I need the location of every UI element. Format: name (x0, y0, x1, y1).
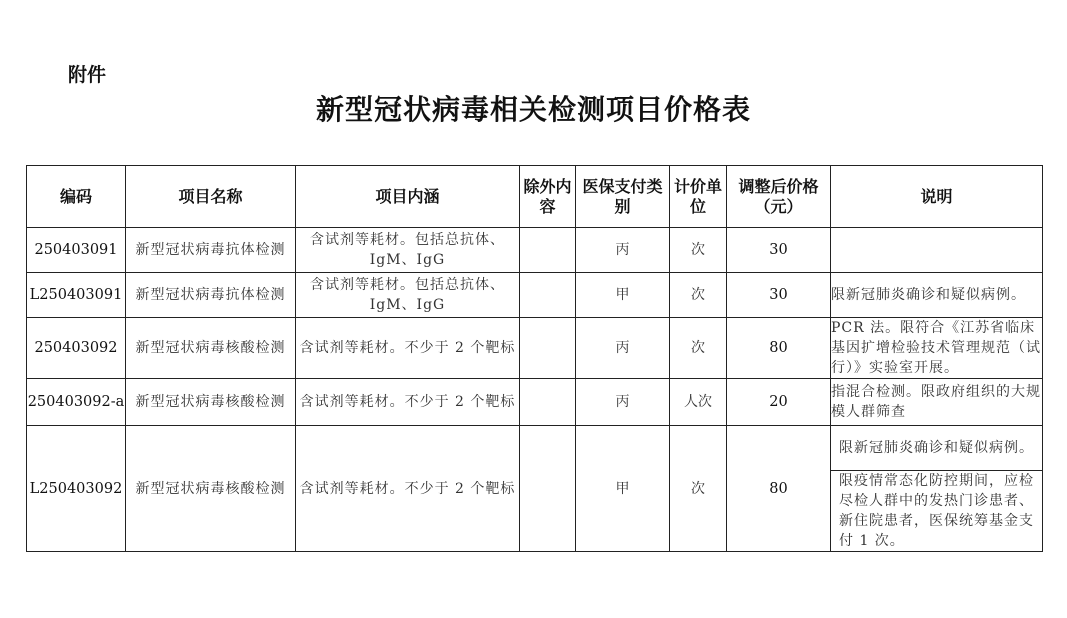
cell-price: 30 (727, 273, 831, 318)
cell-code: 250403091 (27, 228, 126, 273)
price-table (26, 165, 1043, 552)
header-unit: 计价单位 (670, 166, 727, 228)
table-row (27, 379, 1043, 426)
cell-unit: 次 (670, 273, 727, 318)
header-content: 项目内涵 (296, 166, 520, 228)
cell-name: 新型冠状病毒核酸检测 (126, 426, 296, 552)
cell-price: 80 (727, 426, 831, 552)
table-row (27, 228, 1043, 273)
cell-price: 80 (727, 318, 831, 379)
cell-insurance: 甲 (576, 273, 670, 318)
cell-name: 新型冠状病毒抗体检测 (126, 228, 296, 273)
cell-insurance: 丙 (576, 379, 670, 426)
header-note: 说明 (831, 166, 1043, 228)
cell-note-second: 限疫情常态化防控期间，应检尽检人群中的发热门诊患者、新住院患者，医保统筹基金支付 1 次。 (839, 473, 1034, 549)
cell-insurance: 丙 (576, 228, 670, 273)
cell-content: 含试剂等耗材。不少于 2 个靶标 (296, 379, 520, 426)
cell-note: 限新冠肺炎确诊和疑似病例。 (831, 273, 1043, 318)
cell-code: L250403091 (27, 273, 126, 318)
cell-excluded (520, 379, 576, 426)
cell-note-first: 限新冠肺炎确诊和疑似病例。 (831, 426, 1042, 471)
cell-content: 含试剂等耗材。不少于 2 个靶标 (296, 426, 520, 552)
header-excluded: 除外内容 (520, 166, 576, 228)
cell-excluded (520, 273, 576, 318)
table-row (27, 318, 1043, 379)
header-name: 项目名称 (126, 166, 296, 228)
cell-name: 新型冠状病毒抗体检测 (126, 273, 296, 318)
cell-excluded (520, 426, 576, 552)
attachment-label: 附件 (68, 64, 107, 86)
cell-note-split (831, 426, 1043, 552)
cell-content: 含试剂等耗材。不少于 2 个靶标 (296, 318, 520, 379)
cell-unit: 次 (670, 228, 727, 273)
cell-note (831, 228, 1043, 273)
cell-content: 含试剂等耗材。包括总抗体、IgM、IgG (296, 228, 520, 273)
cell-insurance: 丙 (576, 318, 670, 379)
cell-excluded (520, 318, 576, 379)
cell-content: 含试剂等耗材。包括总抗体、IgM、IgG (296, 273, 520, 318)
cell-note: 指混合检测。限政府组织的大规模人群筛查 (831, 379, 1043, 426)
cell-unit: 次 (670, 318, 727, 379)
header-insurance: 医保支付类别 (576, 166, 670, 228)
cell-unit: 次 (670, 426, 727, 552)
cell-unit: 人次 (670, 379, 727, 426)
cell-insurance: 甲 (576, 426, 670, 552)
cell-excluded (520, 228, 576, 273)
cell-price: 30 (727, 228, 831, 273)
table-row (27, 426, 1043, 552)
table-row (27, 273, 1043, 318)
header-code: 编码 (27, 166, 126, 228)
table-header-row (27, 166, 1043, 228)
cell-price: 20 (727, 379, 831, 426)
page-title: 新型冠状病毒相关检测项目价格表 (315, 93, 751, 126)
cell-code: L250403092 (27, 426, 126, 552)
cell-name: 新型冠状病毒核酸检测 (126, 318, 296, 379)
cell-note: PCR 法。限符合《江苏省临床基因扩增检验技术管理规范（试行）》实验室开展。 (831, 318, 1043, 379)
cell-code: 250403092-a (27, 379, 126, 426)
cell-code: 250403092 (27, 318, 126, 379)
header-price: 调整后价格（元） (727, 166, 831, 228)
cell-name: 新型冠状病毒核酸检测 (126, 379, 296, 426)
